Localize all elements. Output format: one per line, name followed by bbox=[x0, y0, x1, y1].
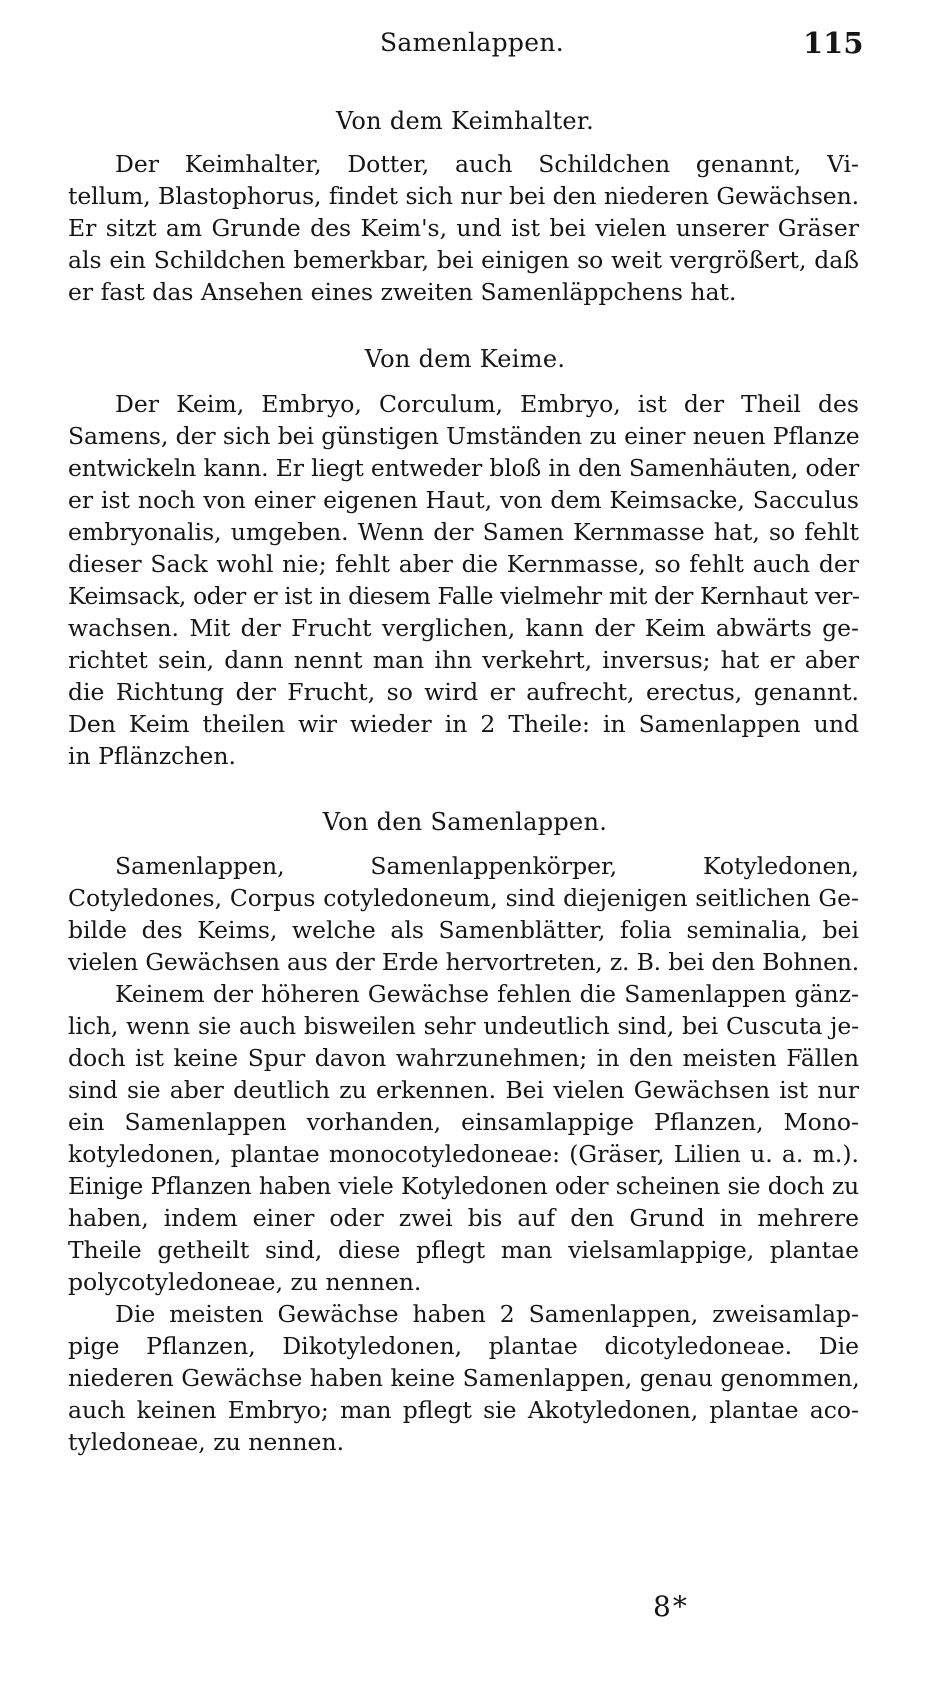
text-line: Der Keimhalter, Dotter, auch Schildchen genannt, Vi- bbox=[115, 150, 859, 178]
text-line: embryonalis, umgeben. Wenn der Samen Kernmasse hat, so fehlt bbox=[68, 518, 859, 546]
text-line: vielen Gewächsen aus der Erde hervortreten, z. B. bei den Bohnen. bbox=[68, 948, 859, 976]
text-line: er fast das Ansehen eines zweiten Samenläppchens hat. bbox=[68, 278, 737, 306]
text-line: lich, wenn sie auch bisweilen sehr undeutlich sind, bei Cuscuta je- bbox=[68, 1012, 859, 1040]
text-line: tyledoneae, zu nennen. bbox=[68, 1428, 345, 1456]
text-line: Keinem der höheren Gewächse fehlen die Samenlappen gänz- bbox=[115, 980, 859, 1008]
text-line: entwickeln kann. Er liegt entweder bloß in den Samenhäuten, oder bbox=[68, 454, 859, 482]
text-line: niederen Gewächse haben keine Samenlappen, genau genommen, bbox=[68, 1364, 860, 1392]
section-heading-keimhalter: Von dem Keimhalter. bbox=[336, 107, 594, 135]
text-line: wachsen. Mit der Frucht verglichen, kann der Keim abwärts ge- bbox=[68, 614, 859, 642]
text-line: Die meisten Gewächse haben 2 Samenlappen, zweisamlap- bbox=[115, 1300, 859, 1328]
text-line: Der Keim, Embryo, Corculum, Embryo, ist der Theil des bbox=[115, 390, 859, 418]
text-line: haben, indem einer oder zwei bis auf den Grund in mehrere bbox=[68, 1204, 859, 1232]
running-title: Samenlappen. bbox=[380, 28, 564, 57]
text-line: dieser Sack wohl nie; fehlt aber die Kernmasse, so fehlt auch der bbox=[68, 550, 859, 578]
text-line: bilde des Keims, welche als Samenblätter, folia seminalia, bei bbox=[68, 916, 859, 944]
text-line: richtet sein, dann nennt man ihn verkehrt, inversus; hat er aber bbox=[68, 646, 859, 674]
text-line: er ist noch von einer eigenen Haut, von dem Keimsacke, Sacculus bbox=[68, 486, 859, 514]
text-line: sind sie aber deutlich zu erkennen. Bei vielen Gewächsen ist nur bbox=[68, 1076, 859, 1104]
text-line: in Pflänzchen. bbox=[68, 742, 236, 770]
text-line: Samens, der sich bei günstigen Umständen zu einer neuen Pflanze bbox=[68, 422, 860, 450]
text-line: Einige Pflanzen haben viele Kotyledonen oder scheinen sie doch zu bbox=[68, 1172, 859, 1200]
section-heading-samenlappen: Von den Samenlappen. bbox=[322, 808, 608, 836]
section-heading-keime: Von dem Keime. bbox=[364, 345, 566, 373]
text-line: Den Keim theilen wir wieder in 2 Theile: in Samenlappen und bbox=[68, 710, 859, 738]
text-line: tellum, Blastophorus, findet sich nur bei den niederen Gewächsen. bbox=[68, 182, 859, 210]
text-line: Cotyledones, Corpus cotyledoneum, sind diejenigen seitlichen Ge- bbox=[68, 884, 859, 912]
running-head bbox=[0, 28, 930, 64]
text-line: kotyledonen, plantae monocotyledoneae: (Gräser, Lilien u. a. m.). bbox=[68, 1140, 859, 1168]
text-line: pige Pflanzen, Dikotyledonen, plantae dicotyledoneae. Die bbox=[68, 1332, 859, 1360]
text-line: als ein Schildchen bemerkbar, bei einigen so weit vergrößert, daß bbox=[68, 246, 859, 274]
text-line: polycotyledoneae, zu nennen. bbox=[68, 1268, 422, 1296]
text-line: doch ist keine Spur davon wahrzunehmen; in den meisten Fällen bbox=[68, 1044, 859, 1072]
text-line: die Richtung der Frucht, so wird er aufrecht, erectus, genannt. bbox=[68, 678, 859, 706]
page-number: 115 bbox=[803, 26, 864, 60]
text-line: auch keinen Embryo; man pflegt sie Akotyledonen, plantae aco- bbox=[68, 1396, 859, 1424]
signature-mark: 8* bbox=[653, 1590, 689, 1623]
text-line: Theile getheilt sind, diese pflegt man vielsamlappige, plantae bbox=[68, 1236, 859, 1264]
text-line: Er sitzt am Grunde des Keim's, und ist bei vielen unserer Gräser bbox=[68, 214, 859, 242]
text-line: ein Samenlappen vorhanden, einsamlappige Pflanzen, Mono- bbox=[68, 1108, 859, 1136]
text-line: Samenlappen, Samenlappenkörper, Kotyledonen, bbox=[115, 852, 859, 880]
text-line: Keimsack, oder er ist in diesem Falle vielmehr mit der Kernhaut ver- bbox=[68, 582, 860, 610]
